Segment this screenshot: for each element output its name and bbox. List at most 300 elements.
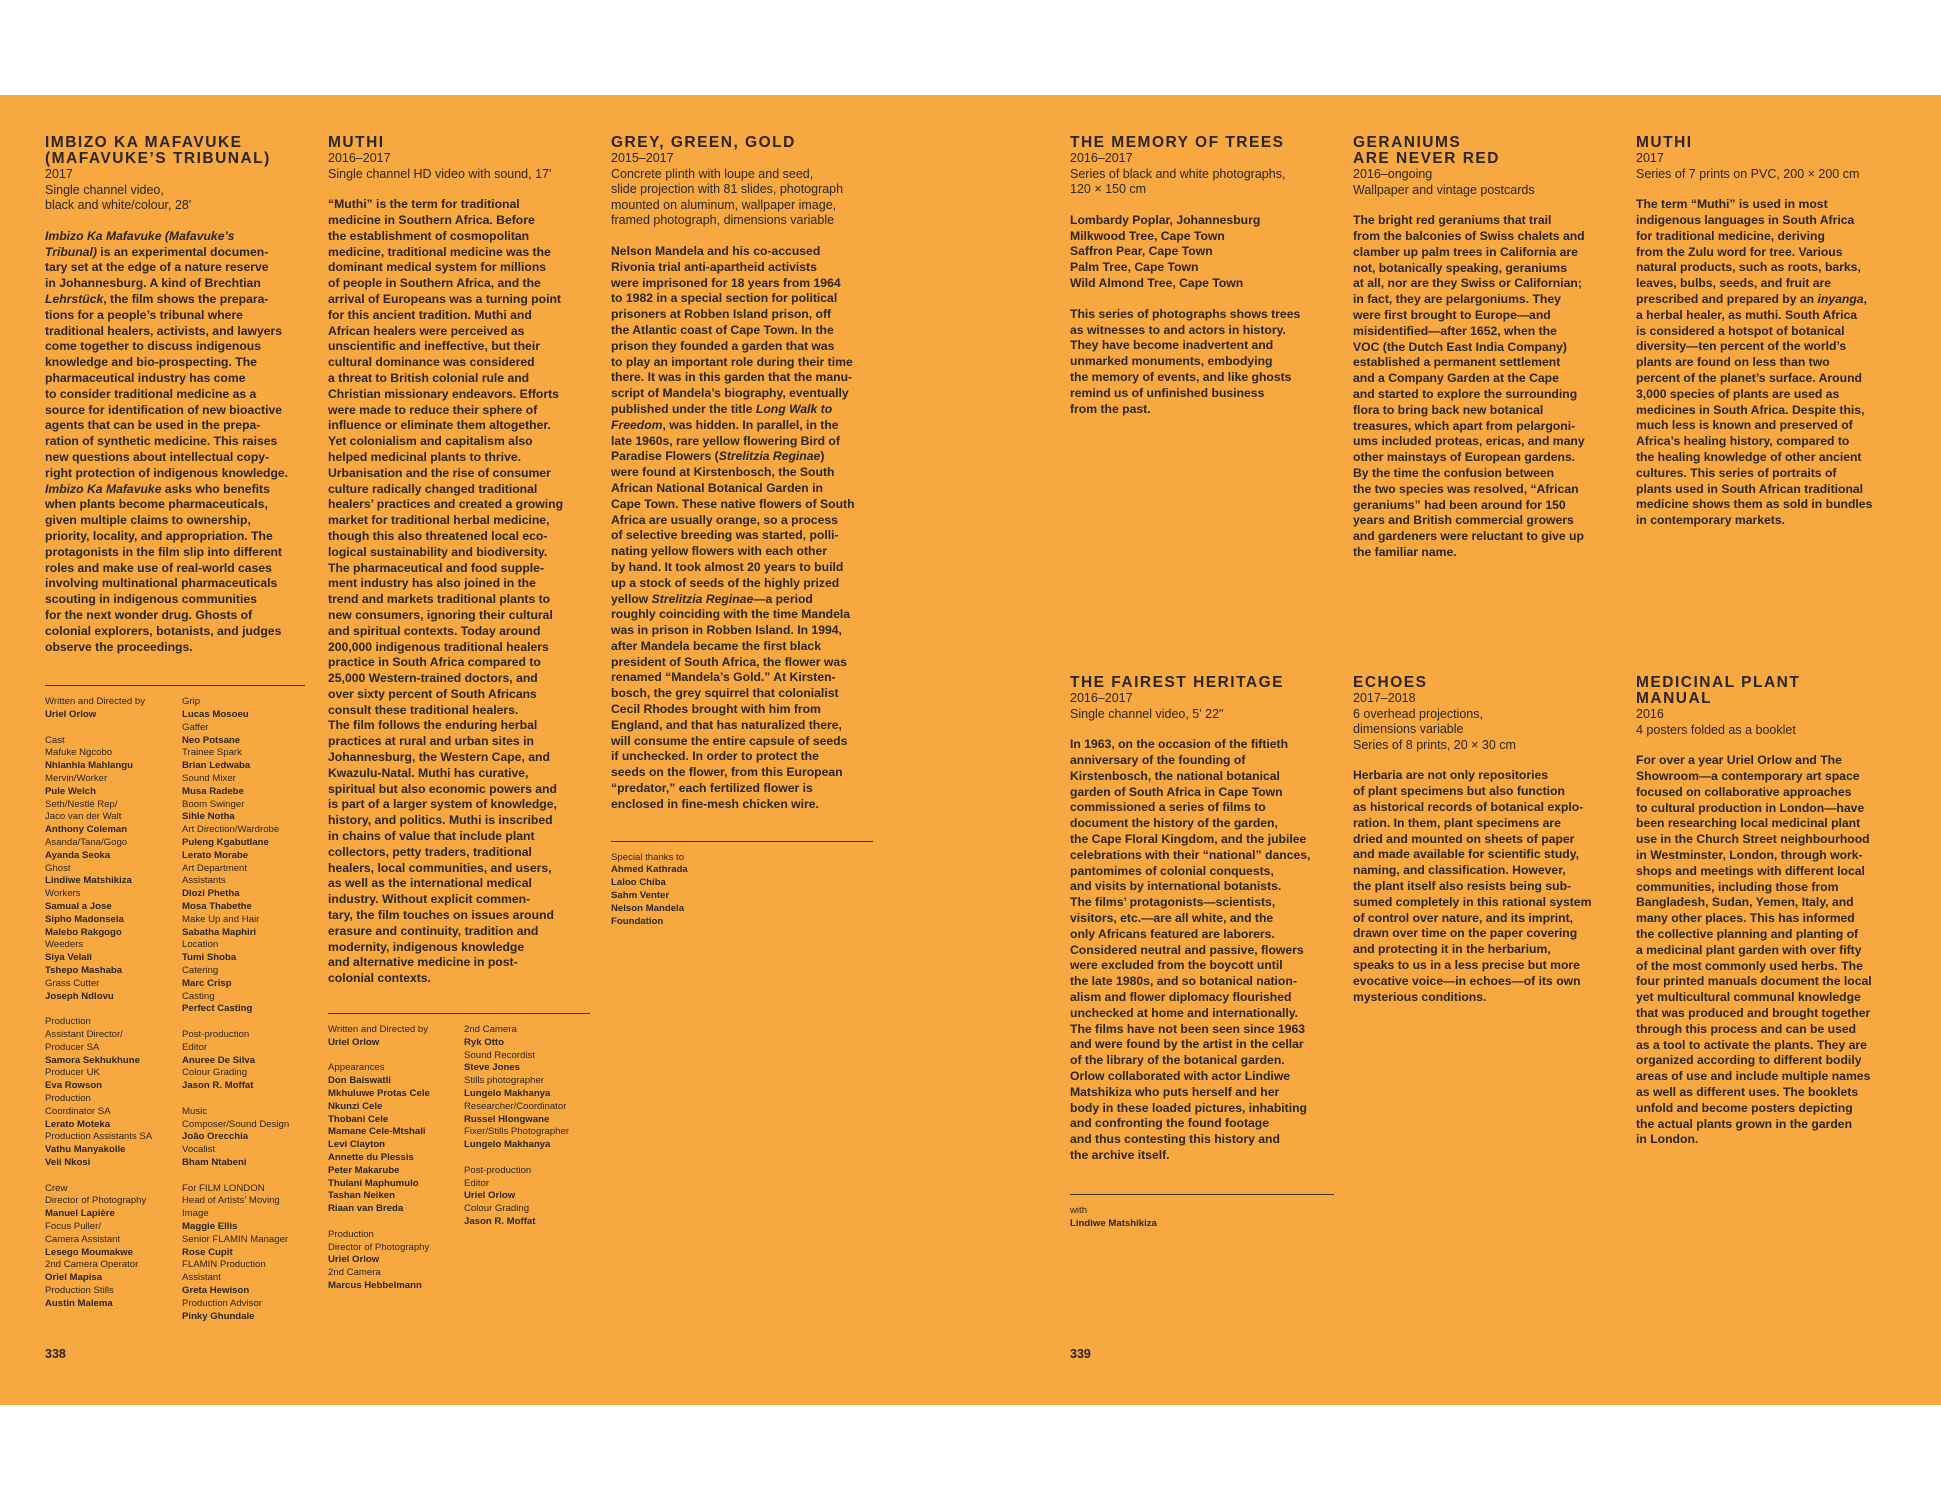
- text-line: and a Company Garden at the Cape: [1353, 371, 1559, 386]
- text-line: script of Mandela’s biography, eventually: [611, 386, 849, 401]
- credit-role: Production: [328, 1228, 374, 1240]
- credit-name: Sipho Madonsela: [45, 913, 124, 925]
- credits-block: [611, 852, 873, 942]
- text-line: shops and meetings with different local: [1636, 863, 1865, 878]
- text-line: of control over nature, and its imprint,: [1353, 910, 1574, 925]
- text-line: Yet colonialism and capitalism also: [328, 434, 533, 449]
- credit-role: Workers: [45, 888, 81, 900]
- text-line: The films’ protagonists—scientists,: [1070, 895, 1276, 910]
- text-line: to play an important role during their time: [611, 354, 853, 369]
- text-line: as witnesses to and actors in history.: [1070, 322, 1286, 337]
- credits-gap: [464, 1152, 569, 1165]
- text-line: 4 posters folded as a booklet: [1636, 722, 1796, 737]
- text-line: much less is known and preserved of: [1636, 418, 1853, 433]
- text-line: practices at rural and urban sites in: [328, 734, 534, 749]
- credit-name: Austin Malema: [45, 1297, 113, 1309]
- credit-role: Fixer/Stills Photographer: [464, 1126, 570, 1138]
- text-line: protagonists in the film slip into different: [45, 544, 282, 559]
- text-line: GREY, GREEN, GOLD: [611, 134, 796, 151]
- credit-role: Art Department: [182, 862, 248, 874]
- credit-name: Lungelo Makhanya: [464, 1139, 551, 1151]
- text-line: Considered neutral and passive, flowers: [1070, 942, 1304, 957]
- entry-meta: [1070, 151, 1335, 198]
- text-line: Paradise Flowers (Strelitzia Reginae): [611, 449, 825, 464]
- text-line: yellow Strelitzia Reginae—a period: [611, 591, 813, 606]
- text-line: unchecked at home and internationally.: [1070, 1005, 1298, 1020]
- credit-role: FLAMIN Production: [182, 1259, 266, 1271]
- credit-name: Oriel Mapisa: [45, 1272, 103, 1284]
- credit-role: For FILM LONDON: [182, 1182, 265, 1194]
- credit-name: Sihle Notha: [182, 811, 235, 823]
- text-line: of people in Southern Africa, and the: [328, 276, 541, 291]
- entry-body: [328, 197, 590, 987]
- text-line: MUTHI: [328, 134, 385, 151]
- text-line: though this also threatened local eco-: [328, 528, 548, 543]
- text-line: as historical records of botanical explo-: [1353, 799, 1584, 814]
- text-line: pantomimes of colonial conquests,: [1070, 863, 1274, 878]
- list-item: Lombardy Poplar, Johannesburg: [1070, 212, 1261, 227]
- text-line: Imbizo Ka Mafavuke (Mafavuke’s: [45, 228, 235, 243]
- credit-name: Lindiwe Matshikiza: [1070, 1217, 1157, 1229]
- credit-role: Director of Photography: [328, 1241, 430, 1253]
- text-line: enclosed in fine-mesh chicken wire.: [611, 796, 819, 811]
- credit-role: Written and Directed by: [45, 696, 146, 708]
- text-line: 120 × 150 cm: [1070, 182, 1147, 197]
- entry-body: [1636, 197, 1906, 529]
- credit-role: Weeders: [45, 939, 84, 951]
- credit-role: Catering: [182, 965, 219, 977]
- credits-rule: [45, 685, 305, 686]
- text-line: trend and markets traditional plants to: [328, 592, 551, 607]
- text-line: history, and politics. Muthi is inscribed: [328, 813, 553, 828]
- credits-gap: [45, 1170, 152, 1183]
- credits-gap: [45, 1003, 152, 1016]
- text-line: remind us of unfinished business: [1070, 385, 1265, 400]
- text-line: cultures. This series of portraits of: [1636, 465, 1837, 480]
- text-line: prescribed and prepared by an inyanga,: [1636, 291, 1867, 306]
- entry-title: [45, 135, 305, 167]
- text-line: and were found by the artist in the cellar: [1070, 1037, 1304, 1052]
- credits-column: [328, 1024, 430, 1293]
- text-line: and made available for scientific study,: [1353, 847, 1579, 862]
- credit-name: Musa Radebe: [182, 785, 244, 797]
- text-line: GERANIUMS: [1353, 134, 1462, 151]
- credit-name: Lerato Moteka: [45, 1118, 111, 1130]
- credit-name: Uriel Orlow: [45, 709, 97, 721]
- text-line: Cape Town. These native flowers of South: [611, 496, 855, 511]
- text-line: president of South Africa, the flower was: [611, 654, 847, 669]
- text-line: unscientific and ineffective, but their: [328, 339, 540, 354]
- credit-role: Director of Photography: [45, 1195, 147, 1207]
- text-line: body in these loaded pictures, inhabiting: [1070, 1100, 1308, 1115]
- entry-echoes: [1353, 675, 1618, 1005]
- text-line: Concrete plinth with loupe and seed,: [611, 166, 814, 181]
- entry-title: [1070, 675, 1334, 691]
- credit-role: Grip: [182, 696, 201, 708]
- text-line: medicine shows them as sold in bundles: [1636, 497, 1873, 512]
- credit-name: Samual a Jose: [45, 901, 112, 913]
- credit-name: Bham Ntabeni: [182, 1156, 247, 1168]
- credit-role: Sound Recordist: [464, 1049, 535, 1061]
- credit-role: Trainee Spark: [182, 747, 242, 759]
- text-line: diversity—ten percent of the world’s: [1636, 339, 1847, 354]
- text-line: practice in South Africa compared to: [328, 655, 541, 670]
- credit-name: Malebo Rakgogo: [45, 926, 122, 938]
- credits-rule: [1070, 1194, 1334, 1195]
- text-line: MUTHI: [1636, 134, 1693, 151]
- credit-name: Brian Ledwaba: [182, 760, 251, 772]
- text-line: Single channel video, 5' 22": [1070, 706, 1224, 721]
- text-line: over sixty percent of South Africans: [328, 686, 537, 701]
- credit-role: Focus Puller/: [45, 1220, 101, 1232]
- credit-role: Sound Mixer: [182, 773, 236, 785]
- text-line: Kwazulu-Natal. Muthi has curative,: [328, 765, 529, 780]
- text-line: nating yellow flowers with each other: [611, 544, 828, 559]
- credit-role: with: [1070, 1204, 1088, 1216]
- credit-name: Manuel Lapière: [45, 1208, 115, 1220]
- credit-role: Special thanks to: [611, 851, 685, 863]
- entry-body: [1353, 768, 1618, 1005]
- entry-body: [1353, 213, 1618, 561]
- text-line: the plant itself also resists being sub-: [1353, 878, 1572, 893]
- credit-role: 2nd Camera: [464, 1024, 517, 1036]
- text-line: given multiple claims to ownership,: [45, 513, 251, 528]
- text-line: leaves, bulbs, seeds, and fruit are: [1636, 276, 1832, 291]
- text-line: The bright red geraniums that trail: [1353, 213, 1552, 228]
- text-line: Cecil Rhodes brought with him from: [611, 702, 821, 717]
- text-line: colonial explorers, botanists, and judges: [45, 623, 282, 638]
- text-line: tary set at the edge of a nature reserve: [45, 260, 269, 275]
- text-line: 2016–2017: [1070, 691, 1133, 705]
- credit-name: Nelson Mandela: [611, 902, 685, 914]
- text-line: observe the proceedings.: [45, 639, 193, 654]
- text-line: roughly coinciding with the time Mandela: [611, 607, 851, 622]
- text-line: use in the Church Street neighbourhood: [1636, 832, 1870, 847]
- credit-role: Art Direction/Wardrobe: [182, 824, 280, 836]
- credit-role: Editor: [182, 1041, 208, 1053]
- text-line: for this ancient tradition. Muthi and: [328, 307, 532, 322]
- credit-name: Nkunzi Cele: [328, 1100, 383, 1112]
- entry-memory-of-trees: [1070, 135, 1335, 417]
- credit-role: Cast: [45, 734, 65, 746]
- text-line: slide projection with 81 slides, photograph: [611, 182, 844, 197]
- text-line: the establishment of cosmopolitan: [328, 228, 530, 243]
- text-line: the memory of events, and like ghosts: [1070, 369, 1292, 384]
- credit-role: Image: [182, 1208, 209, 1220]
- credits-column: [464, 1024, 569, 1229]
- text-line: industry. Without explicit commen-: [328, 892, 531, 907]
- credit-role: Gaffer: [182, 721, 209, 733]
- text-line: ration. In them, plant specimens are: [1353, 815, 1561, 830]
- credit-role: Casting: [182, 990, 215, 1002]
- entry-medicinal-plant-manual: [1636, 675, 1906, 1148]
- credit-role: Seth/Nestlé Rep/: [45, 798, 118, 810]
- entry-meta: [1353, 167, 1618, 198]
- text-line: in contemporary markets.: [1636, 513, 1786, 528]
- text-line: when plants become pharmaceuticals,: [45, 497, 268, 512]
- credit-role: Production Advisor: [182, 1297, 262, 1309]
- text-line: if unchecked. In order to protect the: [611, 749, 819, 764]
- credit-name: Perfect Casting: [182, 1003, 253, 1015]
- entry-body: [1636, 753, 1906, 1148]
- text-line: naming, and classification. However,: [1353, 863, 1566, 878]
- text-line: pharmaceutical industry has come: [45, 370, 246, 385]
- text-line: by hand. It took almost 20 years to build: [611, 559, 844, 574]
- text-line: prisoners at Robben Island prison, off: [611, 307, 832, 322]
- text-line: 2017–2018: [1353, 691, 1416, 705]
- credit-name: Steve Jones: [464, 1062, 520, 1074]
- entry-meta: [1070, 691, 1334, 722]
- credit-name: Thulani Maphumulo: [328, 1177, 419, 1189]
- text-line: ECHOES: [1353, 674, 1428, 691]
- text-line: document the history of the garden,: [1070, 816, 1278, 831]
- text-line: 25,000 Western-trained doctors, and: [328, 671, 538, 686]
- credit-name: Mamane Cele-Mtshali: [328, 1126, 426, 1138]
- text-line: focused on collaborative approaches: [1636, 784, 1852, 799]
- text-line: Africa’s healing history, compared to: [1636, 434, 1850, 449]
- text-line: Christian missionary endeavors. Efforts: [328, 386, 559, 401]
- text-line: speaks to us in a less precise but more: [1353, 957, 1580, 972]
- text-line: alism and flower diplomacy flourished: [1070, 989, 1292, 1004]
- credit-role: Appearances: [328, 1062, 385, 1074]
- text-line: was in prison in Robben Island. In 1994,: [611, 623, 842, 638]
- text-line: 2016–2017: [328, 151, 391, 165]
- text-line: collectors, petty traders, traditional: [328, 844, 532, 859]
- credit-name: Uriel Orlow: [328, 1036, 380, 1048]
- text-line: that was produced and brought together: [1636, 1005, 1871, 1020]
- text-line: in fact, they are pelargoniums. They: [1353, 292, 1561, 307]
- entry-fairest-heritage: [1070, 675, 1334, 1245]
- list-item: Wild Almond Tree, Cape Town: [1070, 275, 1244, 290]
- text-line: right protection of indigenous knowledge.: [45, 465, 289, 480]
- credit-name: Anthony Coleman: [45, 824, 128, 836]
- text-line: and thus contesting this history and: [1070, 1132, 1280, 1147]
- credits-block: [45, 696, 305, 1336]
- text-line: dried and mounted on sheets of paper: [1353, 831, 1575, 846]
- text-line: black and white/colour, 28': [45, 198, 192, 213]
- credit-name: Vathu Manyakolle: [45, 1144, 126, 1156]
- credit-role: Stills photographer: [464, 1075, 544, 1087]
- text-line: Herbaria are not only repositories: [1353, 768, 1549, 783]
- credit-role: Researcher/Coordinator: [464, 1100, 567, 1112]
- credits-gap: [45, 722, 152, 735]
- text-line: ums included proteas, ericas, and many: [1353, 434, 1585, 449]
- text-line: come together to discuss indigenous: [45, 339, 262, 354]
- text-line: and confronting the found footage: [1070, 1116, 1270, 1131]
- text-line: This series of photographs shows trees: [1070, 306, 1301, 321]
- credits-gap: [182, 1016, 289, 1029]
- credits-column: [1070, 1205, 1157, 1231]
- text-line: knowledge and bio-prospecting. The: [45, 355, 257, 370]
- credit-role: Production Stills: [45, 1284, 114, 1296]
- entry-meta: [45, 167, 305, 214]
- tree-list: [1070, 213, 1335, 292]
- credits-rule: [611, 841, 873, 842]
- text-line: misidentified—after 1652, when the: [1353, 323, 1557, 338]
- credit-role: Make Up and Hair: [182, 913, 260, 925]
- credit-name: Lindiwe Matshikiza: [45, 875, 132, 887]
- text-line: Africa are usually orange, so a process: [611, 512, 838, 527]
- text-line: scouting in indigenous communities: [45, 592, 257, 607]
- text-line: medicines in South Africa. Despite this,: [1636, 402, 1865, 417]
- text-line: in Westminster, London, through work-: [1636, 847, 1863, 862]
- text-line: of the most commonly used herbs. The: [1636, 958, 1863, 973]
- text-line: African healers were perceived as: [328, 323, 525, 338]
- credit-name: Thobani Cele: [328, 1113, 389, 1125]
- credit-role: Vocalist: [182, 1144, 216, 1156]
- text-line: clamber up palm trees in California are: [1353, 244, 1578, 259]
- credit-name: Nhlanhla Mahlangu: [45, 760, 133, 772]
- credit-name: Anuree De Silva: [182, 1054, 256, 1066]
- text-line: 3,000 species of plants are used as: [1636, 386, 1840, 401]
- credit-name: Sabatha Maphiri: [182, 926, 257, 938]
- entry-body: [1070, 307, 1335, 418]
- text-line: framed photograph, dimensions variable: [611, 213, 835, 228]
- credit-name: Peter Makarube: [328, 1164, 400, 1176]
- text-line: ment industry has also joined in the: [328, 576, 536, 591]
- text-line: from the past.: [1070, 401, 1151, 416]
- text-line: indigenous languages in South Africa: [1636, 212, 1855, 227]
- credit-name: Pinky Ghundale: [182, 1310, 255, 1322]
- text-line: agents that can be used in the prepa-: [45, 418, 261, 433]
- credit-name: Maggie Ellis: [182, 1220, 238, 1232]
- credit-role: Composer/Sound Design: [182, 1118, 290, 1130]
- text-line: will consume the entire capsule of seeds: [611, 733, 848, 748]
- text-line: of the library of the botanical garden.: [1070, 1053, 1285, 1068]
- text-line: as well as different uses. The booklets: [1636, 1084, 1859, 1099]
- text-line: medicine, traditional medicine was the: [328, 244, 551, 259]
- text-line: erasure and continuity, tradition and: [328, 923, 539, 938]
- credit-name: Russel Hlongwane: [464, 1113, 550, 1125]
- text-line: the familiar name.: [1353, 544, 1457, 559]
- credit-name: Uriel Orlow: [328, 1254, 380, 1266]
- credit-name: Puleng Kgabutlane: [182, 837, 269, 849]
- text-line: Johannesburg, the Western Cape, and: [328, 750, 550, 765]
- credit-name: Marcus Hebbelmann: [328, 1279, 422, 1291]
- credit-role: Post-production: [464, 1164, 532, 1176]
- credit-name: Lucas Mosoeu: [182, 709, 249, 721]
- text-line: Single channel video,: [45, 182, 164, 197]
- credit-role: Assistant: [182, 1272, 221, 1284]
- text-line: to cultural production in London—have: [1636, 800, 1865, 815]
- text-line: dominant medical system for millions: [328, 260, 547, 275]
- credit-role: 2nd Camera: [328, 1267, 381, 1279]
- credit-name: Riaan van Breda: [328, 1203, 404, 1215]
- book-spread: [0, 95, 1941, 1405]
- text-line: ration of synthetic medicine. This raises: [45, 434, 278, 449]
- text-line: only Africans featured are laborers.: [1070, 926, 1275, 941]
- text-line: Series of 7 prints on PVC, 200 × 200 cm: [1636, 166, 1860, 181]
- text-line: were made to reduce their sphere of: [328, 402, 538, 417]
- text-line: there. It was in this garden that the manu-: [611, 370, 853, 385]
- text-line: of plant specimens but also function: [1353, 784, 1565, 799]
- credit-name: Tumi Shoba: [182, 952, 237, 964]
- credit-name: João Orecchia: [182, 1131, 249, 1143]
- credit-name: Siya Velali: [45, 952, 92, 964]
- entry-title: [611, 135, 873, 151]
- credit-name: Veli Nkosi: [45, 1156, 91, 1168]
- credit-name: Ayanda Seoka: [45, 849, 111, 861]
- entry-muthi-prints: [1636, 135, 1906, 529]
- text-line: sumed completely in this rational system: [1353, 894, 1592, 909]
- credit-role: Senior FLAMIN Manager: [182, 1233, 289, 1245]
- text-line: 2016–ongoing: [1353, 167, 1433, 181]
- text-line: MEDICINAL PLANT: [1636, 674, 1801, 691]
- text-line: the healing knowledge of other ancient: [1636, 449, 1862, 464]
- credit-role: Crew: [45, 1182, 68, 1194]
- entry-meta: [1636, 707, 1906, 738]
- credit-name: Jason R. Moffat: [464, 1215, 536, 1227]
- text-line: as well as the international medical: [328, 876, 532, 891]
- text-line: a herbal healer, as muthi. South Africa: [1636, 307, 1858, 322]
- text-line: in London.: [1636, 1132, 1699, 1147]
- text-line: “predator,” each fertilized flower is: [611, 781, 813, 796]
- text-line: Rivonia trial anti-apartheid activists: [611, 259, 817, 274]
- text-line: mysterious conditions.: [1353, 989, 1487, 1004]
- credit-role: Production: [45, 1016, 91, 1028]
- text-line: Wallpaper and vintage postcards: [1353, 182, 1535, 197]
- text-line: late 1960s, rare yellow flowering Bird of: [611, 433, 840, 448]
- text-line: and protecting it in the herbarium,: [1353, 942, 1551, 957]
- text-line: the late 1980s, and so botanical nation-: [1070, 974, 1297, 989]
- text-line: 2017: [45, 167, 73, 181]
- credit-name: Tshepo Mashaba: [45, 965, 123, 977]
- credit-name: Don Baiswatli: [328, 1075, 391, 1087]
- text-line: bosch, the grey squirrel that colonialist: [611, 686, 839, 701]
- text-line: colonial contexts.: [328, 971, 431, 986]
- text-line: and spiritual contexts. Today around: [328, 623, 541, 638]
- text-line: Series of 8 prints, 20 × 30 cm: [1353, 737, 1516, 752]
- text-line: The film follows the enduring herbal: [328, 718, 538, 733]
- text-line: Imbizo Ka Mafavuke asks who benefits: [45, 481, 270, 496]
- text-line: market for traditional herbal medicine,: [328, 513, 550, 528]
- credit-role: Colour Grading: [464, 1203, 530, 1215]
- text-line: Single channel HD video with sound, 17': [328, 166, 552, 181]
- entry-title: [1353, 135, 1618, 167]
- text-line: VOC (the Dutch East India Company): [1353, 339, 1567, 354]
- text-line: 2015–2017: [611, 151, 674, 165]
- text-line: yet multicultural communal knowledge: [1636, 990, 1861, 1005]
- credit-name: Jason R. Moffat: [182, 1080, 254, 1092]
- credit-name: Samora Sekhukhune: [45, 1054, 140, 1066]
- credits-rule: [328, 1013, 590, 1014]
- text-line: new questions about intellectual copy-: [45, 449, 270, 464]
- text-line: established a permanent settlement: [1353, 355, 1561, 370]
- text-line: African National Botanical Garden in: [611, 480, 823, 495]
- text-line: from the balconies of Swiss chalets and: [1353, 228, 1585, 243]
- text-line: Bangladesh, Sudan, Yemen, Italy, and: [1636, 895, 1854, 910]
- text-line: Kirstenbosch, the national botanical: [1070, 768, 1280, 783]
- text-line: percent of the planet’s surface. Around: [1636, 370, 1862, 385]
- text-line: were found at Kirstenbosch, the South: [611, 465, 835, 480]
- credit-role: Head of Artists’ Moving: [182, 1195, 280, 1207]
- text-line: from the Zulu word for tree. Various: [1636, 244, 1843, 259]
- text-line: Orlow collaborated with actor Lindiwe: [1070, 1068, 1291, 1083]
- text-line: consult these traditional healers.: [328, 702, 519, 717]
- entry-geraniums: [1353, 135, 1618, 561]
- entry-body: [611, 244, 873, 813]
- text-line: is part of a larger system of knowledge,: [328, 797, 557, 812]
- credit-name: Lesego Moumakwe: [45, 1246, 133, 1258]
- text-line: 2016–2017: [1070, 151, 1133, 165]
- credits-column: [45, 696, 152, 1310]
- text-line: dimensions variable: [1353, 722, 1464, 737]
- credits-block: [328, 1024, 590, 1294]
- text-line: Series of black and white photographs,: [1070, 166, 1286, 181]
- credit-role: Assistants: [182, 875, 226, 887]
- text-line: evocative voice—in echoes—of its own: [1353, 973, 1581, 988]
- credit-name: Laloo Chiba: [611, 877, 666, 889]
